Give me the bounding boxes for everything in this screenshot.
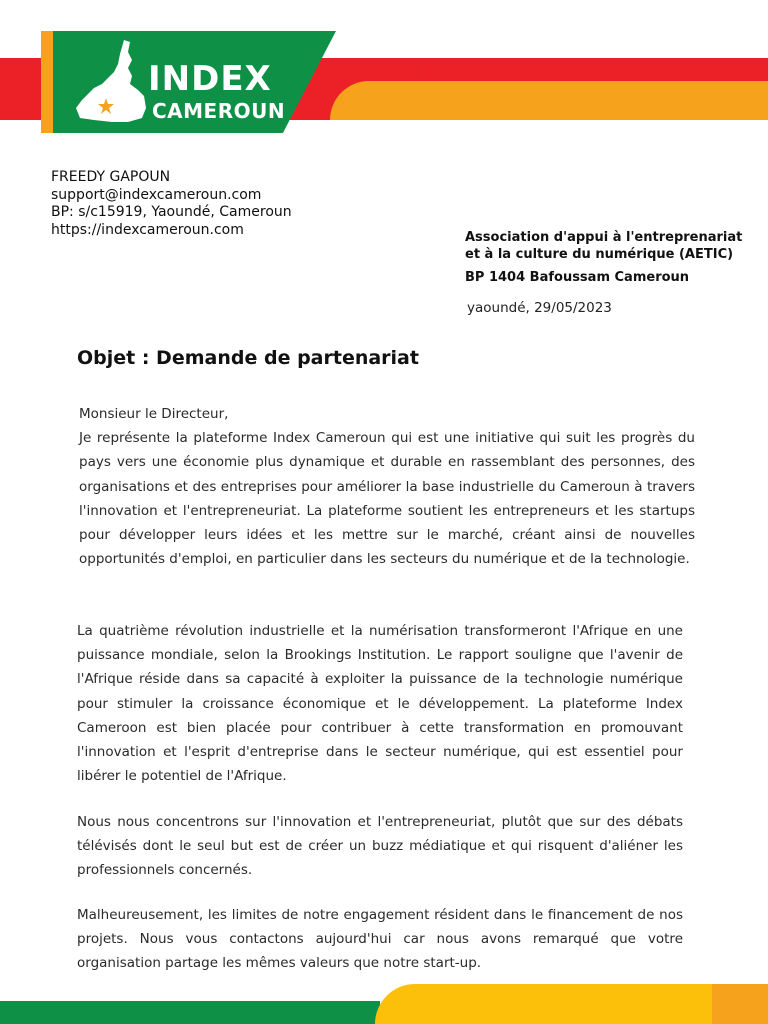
letter-subject: Objet : Demande de partenariat [77, 347, 419, 369]
logo-subtitle: CAMEROUN [152, 99, 286, 123]
sender-website[interactable]: https://indexcameroun.com [51, 221, 244, 238]
salutation: Monsieur le Directeur, [79, 406, 229, 422]
paragraph: Nous nous concentrons sur l'innovation et l'entrepreneuriat, plutôt que sur des débats télévisés dont le seul but est de créer un buzz médiatique et qui risquent d'aliéner les professionnels concernés. [77, 814, 683, 879]
footer-orange-band [712, 984, 768, 1024]
recipient-name-line1: Association d'appui à l'entreprenariat [465, 230, 743, 245]
paragraph: Malheureusement, les limites de notre engagement résident dans le financement de nos projets. Nous vous contactons aujourd'hui car nous avons remarqué que votre organisation partage les mêmes valeurs que notre start-up. [77, 907, 683, 972]
header-orange-band [330, 81, 768, 120]
sender-block [51, 169, 292, 239]
recipient-address: BP 1404 Bafoussam Cameroun [465, 270, 690, 285]
logo-orange-accent [41, 31, 53, 133]
sender-name: FREEDY GAPOUN [51, 169, 171, 185]
recipient-block [465, 229, 742, 286]
recipient-name-line2: et à la culture du numérique (AETIC) [465, 247, 734, 262]
paragraph-text: Je représente la plateforme Index Cameroun qui est une initiative qui suit les progrès du pays vers une économie plus dynamique et durable en rassemblant des personnes, des organisations et des entreprises pour améliorer la base industrielle du Cameroun à travers l'innovation et l'entrepreneuriat. La plateforme soutient les entrepreneurs et les startups pour développer leurs idées et les mettre sur le marché, créant ainsi de nouvelles opportunités d'emploi, en particulier dans les secteurs du numérique et de la technologie. [79, 430, 695, 568]
letter-date: yaoundé, 29/05/2023 [467, 300, 612, 316]
sender-email[interactable]: support@indexcameroun.com [51, 186, 262, 203]
cameroon-map-icon [72, 38, 150, 124]
footer-yellow-band [375, 984, 768, 1024]
sender-address: BP: s/c15919, Yaoundé, Cameroun [51, 204, 292, 220]
paragraph: La quatrième révolution industrielle et la numérisation transformeront l'Afrique en une puissance mondiale, selon la Brookings Institution. Le rapport souligne que l'avenir de l'Afrique réside dans sa capacité à exploiter la puissance de la technologie numérique pour stimuler la croissance économique et le développement. La plateforme Index Cameroon est bien placée pour contribuer à cette transformation en promouvant l'innovation et l'esprit d'entreprise dans le secteur numérique, qui est essentiel pour libérer le potentiel de l'Afrique. [77, 623, 683, 785]
footer-green-band [0, 1001, 380, 1024]
paragraph-intro [79, 402, 695, 571]
logo-title: INDEX [148, 59, 272, 99]
